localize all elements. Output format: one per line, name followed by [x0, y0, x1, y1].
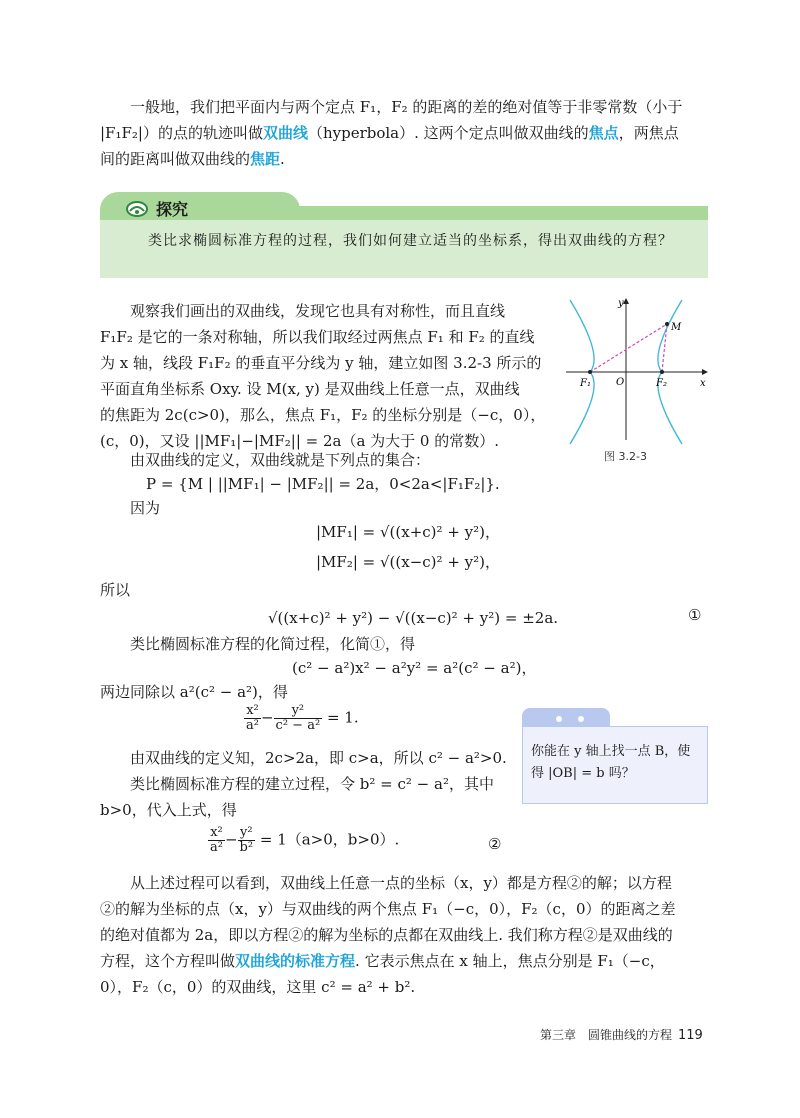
intro-line-3b: .: [280, 150, 285, 168]
intro-line-3: [100, 146, 710, 172]
y-axis-arrow: [623, 298, 629, 304]
note-dot-left: [556, 716, 562, 722]
analog-line-2: b>0，代入上式，得: [100, 801, 237, 819]
equation-2: [208, 826, 399, 855]
page-number: 119: [678, 1028, 703, 1043]
set-equation: P = {M | ||MF₁| − |MF₂|| = 2a，0<2a<|F₁F₂|}.: [146, 475, 500, 493]
intro-line-3a: 间的距离叫做双曲线的: [100, 150, 251, 168]
explore-title: 探究: [156, 200, 189, 219]
final-line-5: 0），F₂（c，0）的双曲线，这里 c² = a² + b².: [100, 978, 416, 996]
frac-minus: −: [260, 708, 274, 727]
term-focal-distance: 焦距: [250, 150, 281, 168]
point-m: [665, 322, 669, 326]
mf1-equation: |MF₁| = √((x+c)² + y²)，: [316, 523, 500, 541]
label-x: x: [700, 378, 706, 389]
obs-line-6: (c，0)，又设 ||MF₁|−|MF₂|| = 2a（a 为大于 0 的常数）.: [100, 432, 500, 450]
label-f1: F₁: [580, 378, 591, 389]
final-line-1: 从上述过程可以看到，双曲线上任意一点的坐标（x，y）都是方程②的解；以方程: [130, 874, 672, 892]
equation-1: √((x+c)² + y²) − √((x−c)² + y²) = ±2a.: [268, 609, 559, 627]
conclusion-paragraph: [100, 870, 712, 1000]
equation-2-mark: ②: [488, 835, 502, 853]
frac2-den-a2: a²: [210, 840, 223, 855]
frac2-den-b2: b²: [239, 840, 254, 855]
frac2-eq-rhs: = 1（a>0，b>0）.: [255, 830, 400, 849]
footer-chapter: 第三章 圆锥曲线的方程: [540, 1028, 673, 1042]
term-hyperbola: 双曲线: [262, 124, 308, 142]
definition-line: 由双曲线的定义，双曲线就是下列点的集合：: [130, 451, 431, 469]
label-m: M: [671, 322, 682, 333]
explore-box: [100, 192, 708, 278]
simplify-line: 类比椭圆标准方程的化简过程，化简①，得: [130, 635, 416, 653]
explore-icon: [126, 200, 148, 218]
because-label: 因为: [130, 499, 161, 517]
observation-paragraph: [100, 298, 562, 454]
term-focus: 焦点: [588, 124, 619, 142]
intro-paragraph: [100, 94, 710, 172]
thinking-note: [522, 708, 708, 804]
so-label: 所以: [100, 581, 131, 599]
frac-num-y2: y²: [274, 704, 323, 719]
divide-line: 两边同除以 a²(c² − a²)，得: [100, 683, 288, 701]
label-f2: F₂: [656, 378, 667, 389]
analog-line-1: 类比椭圆标准方程的建立过程，令 b² = c² − a²，其中: [130, 775, 494, 793]
figure-caption: 图 3.2-3: [604, 450, 647, 463]
note-dot-right: [578, 716, 584, 722]
frac2-num-y2: y²: [238, 826, 256, 841]
equation-1-mark: ①: [688, 606, 702, 624]
note-text: 你能在 y 轴上找一点 B，使得 |OB| = b 吗？: [531, 744, 691, 781]
frac2-minus: −: [224, 830, 238, 849]
frac-y2-c2a2: [274, 704, 323, 733]
definition-know-line: 由双曲线的定义知，2c>2a，即 c>a，所以 c² − a²>0.: [130, 749, 507, 767]
intro-line-1: 一般地，我们把平面内与两个定点 F₁，F₂ 的距离的差的绝对值等于非零常数（小于: [130, 98, 683, 116]
segment-f1-m: [590, 324, 667, 372]
frac2-x2-a2: [208, 826, 225, 855]
final-line-4a: 方程，这个方程叫做: [100, 952, 236, 970]
frac2-y2-b2: [238, 826, 256, 855]
obs-line-4: 平面直角坐标系 Oxy. 设 M(x, y) 是双曲线上任意一点，双曲线: [100, 380, 520, 398]
frac-eq-rhs: = 1.: [322, 708, 359, 727]
final-line-3: 的绝对值都为 2a，即以方程②的解为坐标的点都在双曲线上. 我们称方程②是双曲线的: [100, 926, 673, 944]
note-body: [522, 726, 708, 804]
simplified-equation: (c² − a²)x² − a²y² = a²(c² − a²)，: [292, 659, 537, 677]
frac-num-x2: x²: [244, 704, 261, 719]
final-line-2: ②的解为坐标的点（x，y）与双曲线的两个焦点 F₁（−c，0），F₂（c，0）的距离之差: [100, 900, 676, 918]
label-y: y: [618, 298, 624, 309]
obs-line-1: 观察我们画出的双曲线，发现它也具有对称性，而且直线: [130, 302, 506, 320]
explore-question: 类比求椭圆标准方程的过程，我们如何建立适当的坐标系，得出双曲线的方程？: [148, 233, 673, 249]
intro-line-2c: ，两焦点: [618, 124, 679, 142]
frac-den-a2: a²: [246, 718, 259, 733]
mf2-equation: |MF₂| = √((x−c)² + y²)，: [316, 553, 500, 571]
label-origin: O: [616, 377, 625, 388]
focus-f1-point: [588, 370, 592, 374]
frac2-num-x2: x²: [208, 826, 225, 841]
fraction-equation: [244, 704, 359, 733]
page-footer: [540, 1026, 703, 1043]
obs-line-5: 的焦距为 2c(c>0)，那么，焦点 F₁，F₂ 的坐标分别是（−c，0），: [100, 406, 546, 424]
obs-line-3: 为 x 轴，线段 F₁F₂ 的垂直平分线为 y 轴，建立如图 3.2-3 所示的: [100, 354, 542, 372]
final-line-4: [100, 948, 712, 974]
term-standard-equation: 双曲线的标准方程: [235, 952, 356, 970]
focus-f2-point: [660, 370, 664, 374]
hyperbola-figure: [560, 296, 710, 446]
x-axis-arrow: [702, 369, 708, 375]
frac-den-c2a2: c² − a²: [275, 718, 321, 733]
intro-line-2: [100, 120, 710, 146]
frac-x2-a2: [244, 704, 261, 733]
segment-f2-m: [662, 324, 667, 372]
final-line-4b: . 它表示焦点在 x 轴上，焦点分别是 F₁（−c，: [355, 952, 665, 970]
intro-line-2a: |F₁F₂|）的点的轨迹叫做: [100, 124, 263, 142]
obs-line-2: F₁F₂ 是它的一条对称轴，所以我们取经过两焦点 F₁ 和 F₂ 的直线: [100, 328, 535, 346]
intro-line-2b: （hyperbola）. 这两个定点叫做双曲线的: [307, 124, 589, 142]
